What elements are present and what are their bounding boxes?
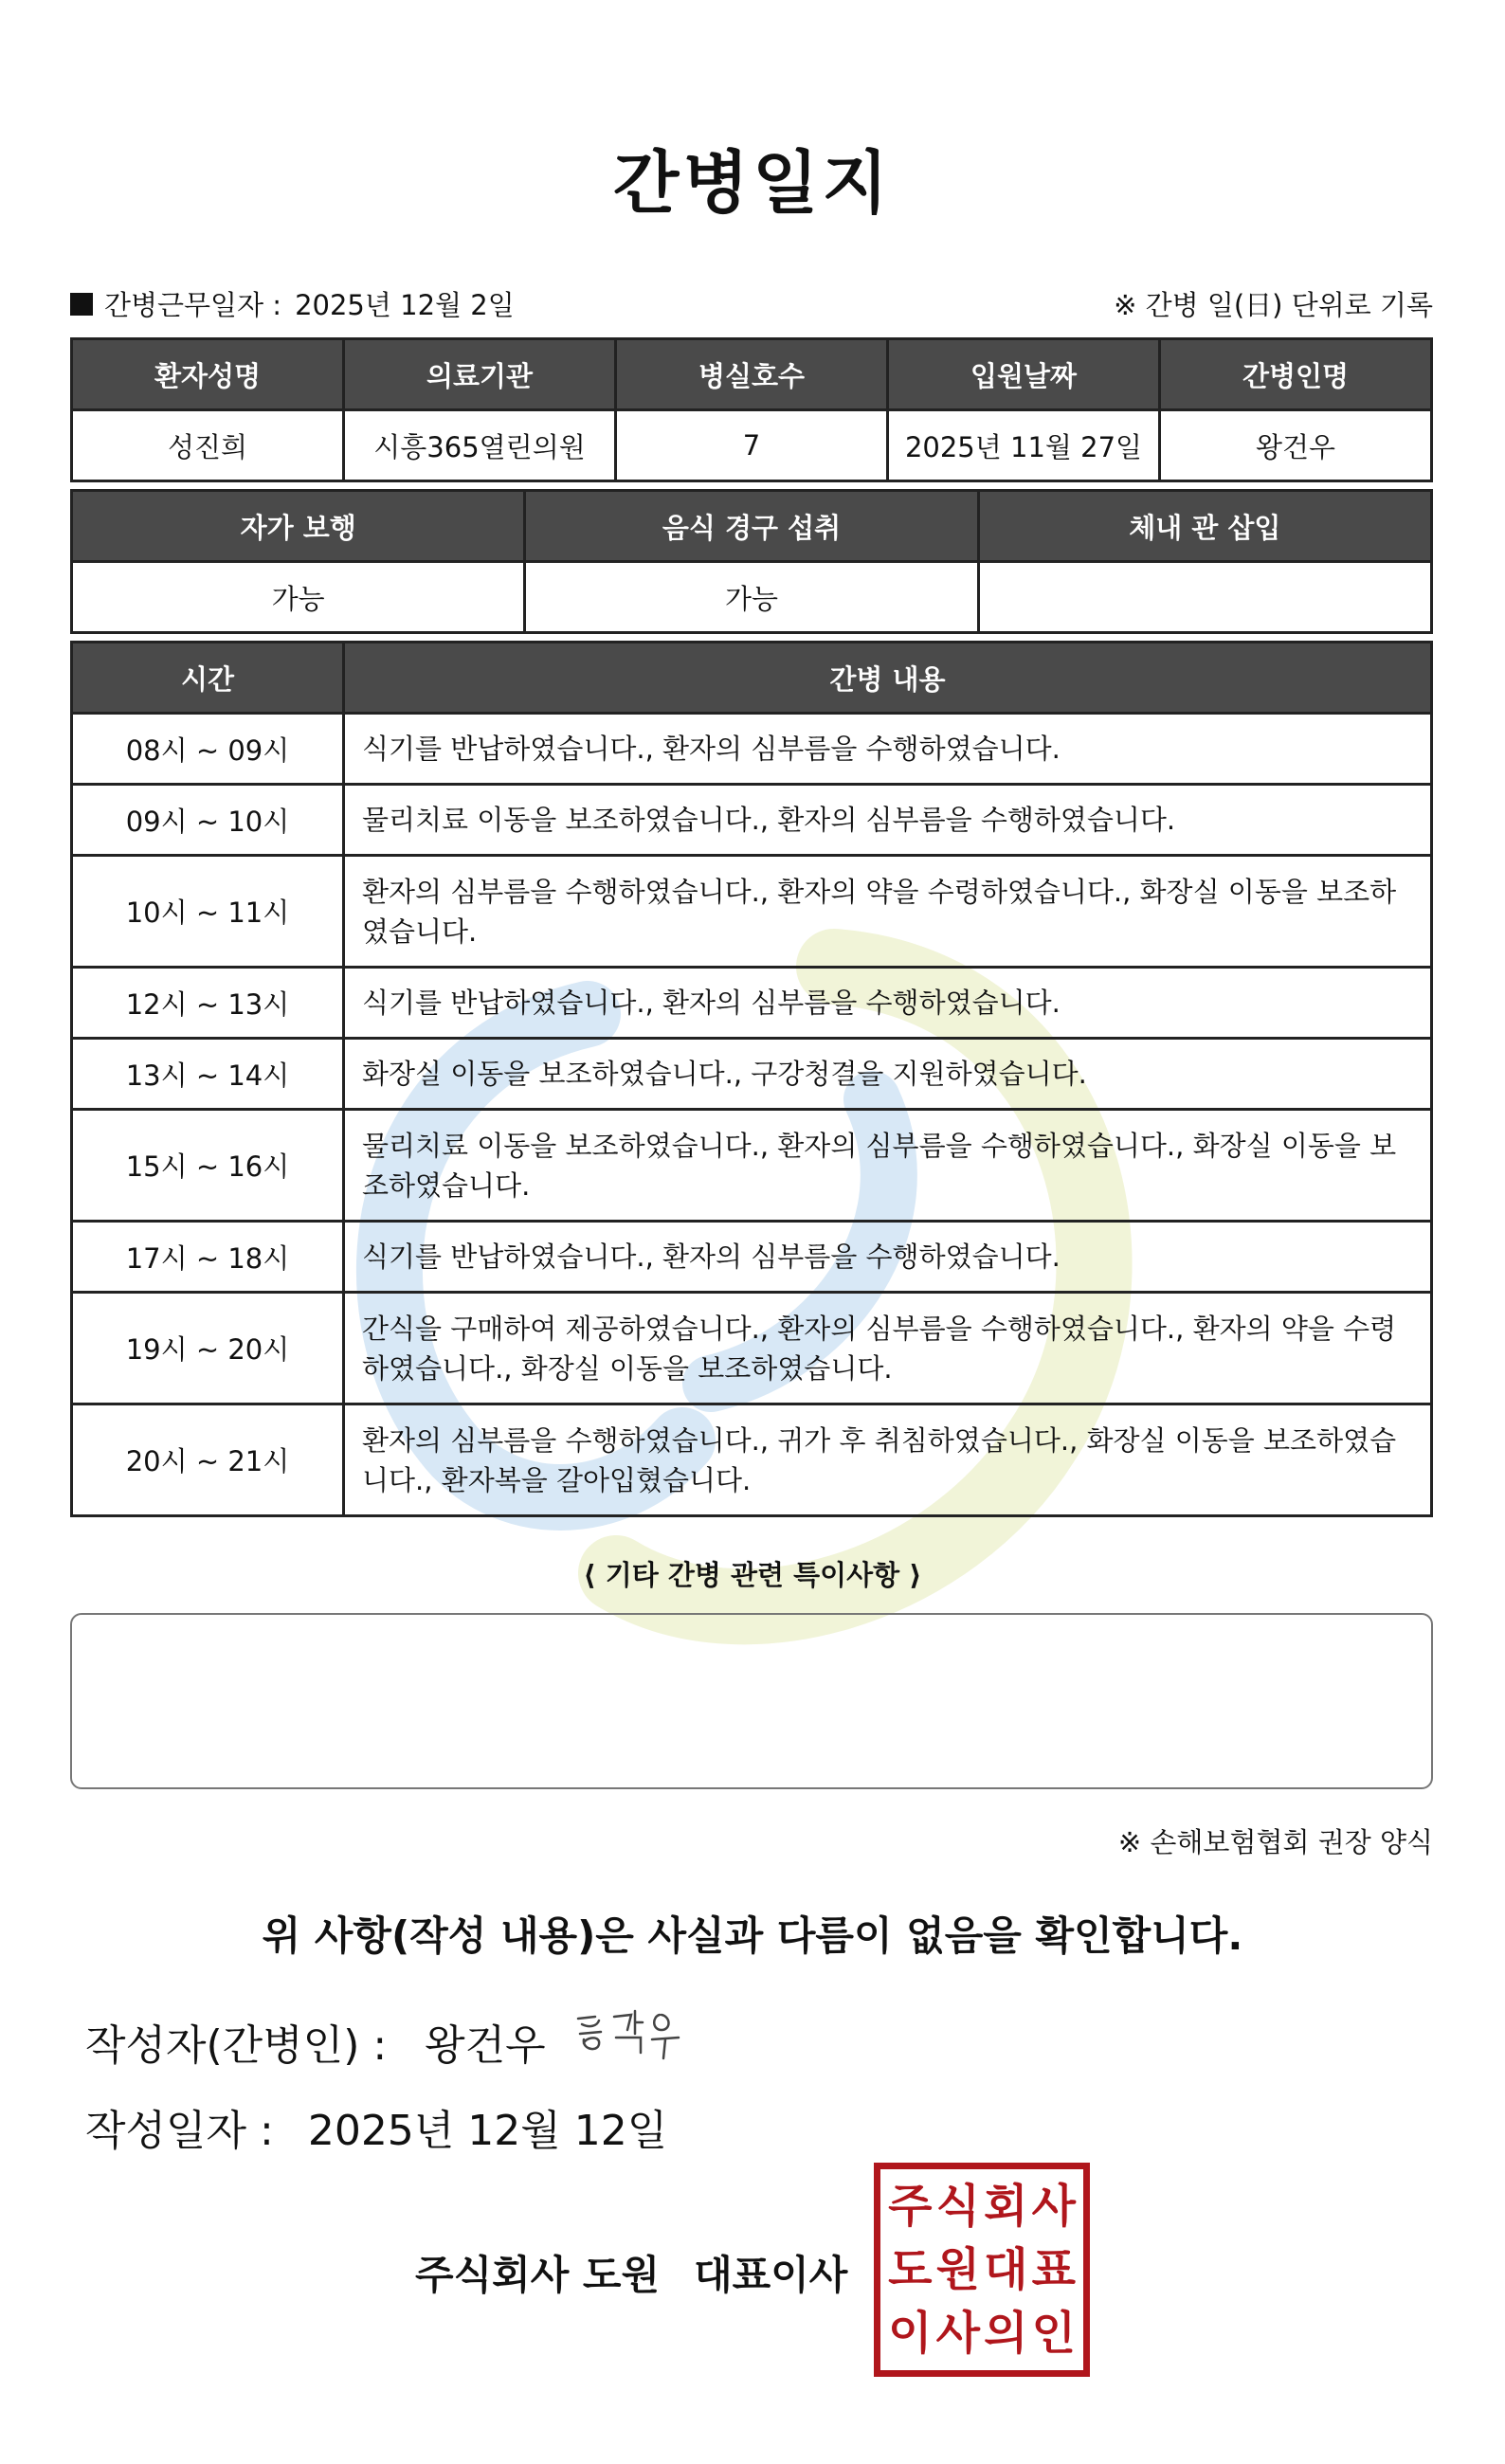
work-date-value: 2025년 12월 2일 [295, 289, 515, 321]
header-admission-date: 입원날짜 [888, 339, 1160, 410]
writer-label: 작성자(간병인) : [85, 2021, 388, 2070]
log-time: 20시 ~ 21시 [72, 1404, 344, 1516]
writer-line [85, 2011, 546, 2072]
walking-status: 가능 [72, 562, 525, 633]
seal-character: 회 [984, 2180, 1028, 2234]
log-time: 10시 ~ 11시 [72, 856, 344, 968]
log-content: 식기를 반납하였습니다., 환자의 심부름을 수행하였습니다. [344, 714, 1432, 785]
caregiver-name: 왕건우 [1160, 410, 1432, 481]
seal-character: 도 [888, 2242, 933, 2296]
seal-character: 의 [984, 2306, 1028, 2360]
recommended-form-note: ※ 손해보험협회 권장 양식 [1117, 1826, 1433, 1858]
patient-name: 성진희 [72, 410, 344, 481]
header-oral-intake: 음식 경구 섭취 [525, 491, 978, 562]
seal-character: 인 [1031, 2306, 1076, 2360]
log-time: 08시 ~ 09시 [72, 714, 344, 785]
log-time: 15시 ~ 16시 [72, 1110, 344, 1222]
seal-character: 원 [935, 2242, 980, 2296]
admission-date: 2025년 11월 27일 [888, 410, 1160, 481]
table-row [72, 785, 1432, 856]
page-title: 간병일지 [612, 143, 893, 223]
log-time: 13시 ~ 14시 [72, 1039, 344, 1110]
written-date: 2025년 12월 12일 [307, 2107, 668, 2155]
log-content: 식기를 반납하였습니다., 환자의 심부름을 수행하였습니다. [344, 1222, 1432, 1293]
seal-character: 사 [1031, 2180, 1076, 2234]
log-content: 식기를 반납하였습니다., 환자의 심부름을 수행하였습니다. [344, 968, 1432, 1039]
signature-image [569, 2002, 701, 2068]
table-row [72, 1110, 1432, 1222]
log-time: 09시 ~ 10시 [72, 785, 344, 856]
table-row [72, 1039, 1432, 1110]
header-institution: 의료기관 [344, 339, 616, 410]
notes-box [70, 1613, 1433, 1789]
patient-status-table [70, 489, 1433, 634]
log-content: 물리치료 이동을 보조하였습니다., 환자의 심부름을 수행하였습니다., 화장실 이동을 보조하였습니다. [344, 1110, 1432, 1222]
confirmation-statement: 위 사항(작성 내용)은 사실과 다름이 없음을 확인합니다. [262, 1912, 1243, 1959]
seal-character: 식 [935, 2180, 980, 2234]
seal-character: 대 [984, 2242, 1028, 2296]
header-walking: 자가 보행 [72, 491, 525, 562]
log-content: 환자의 심부름을 수행하였습니다., 환자의 약을 수령하였습니다., 화장실 이동을 보조하였습니다. [344, 856, 1432, 968]
record-note: ※ 간병 일(日) 단위로 기록 [1114, 289, 1433, 321]
table-row [72, 1222, 1432, 1293]
log-time: 17시 ~ 18시 [72, 1222, 344, 1293]
log-content: 환자의 심부름을 수행하였습니다., 귀가 후 취침하였습니다., 화장실 이동을 보조하였습니다., 환자복을 갈아입혔습니다. [344, 1404, 1432, 1516]
oral-intake-status: 가능 [525, 562, 978, 633]
square-bullet-icon [70, 293, 93, 316]
table-row [72, 1293, 1432, 1404]
log-content: 물리치료 이동을 보조하였습니다., 환자의 심부름을 수행하였습니다. [344, 785, 1432, 856]
header-room: 병실호수 [616, 339, 888, 410]
writer-name: 왕건우 [425, 2021, 546, 2070]
header-caregiver: 간병인명 [1160, 339, 1432, 410]
tube-insertion-status [978, 562, 1431, 633]
seal-character: 사 [935, 2306, 980, 2360]
log-time: 12시 ~ 13시 [72, 968, 344, 1039]
table-row [72, 714, 1432, 785]
ceo-label: 대표이사 [694, 2252, 848, 2298]
header-patient-name: 환자성명 [72, 339, 344, 410]
care-log-table [70, 641, 1433, 1517]
seal-character: 이 [888, 2306, 933, 2360]
room-number: 7 [616, 410, 888, 481]
log-content: 간식을 구매하여 제공하였습니다., 환자의 심부름을 수행하였습니다., 환자의 약을 수령하였습니다., 화장실 이동을 보조하였습니다. [344, 1293, 1432, 1404]
written-date-label: 작성일자 : [85, 2107, 274, 2155]
written-date-line [85, 2096, 667, 2157]
work-date-label: 간병근무일자 : [104, 289, 282, 321]
work-date [70, 284, 515, 323]
log-content: 화장실 이동을 보조하였습니다., 구강청결을 지원하였습니다. [344, 1039, 1432, 1110]
patient-info-table [70, 337, 1433, 482]
seal-character: 표 [1031, 2242, 1076, 2296]
table-row [72, 968, 1432, 1039]
seal-character: 주 [888, 2180, 933, 2234]
company-line [415, 2244, 847, 2301]
header-tube-insertion: 체내 관 삽입 [978, 491, 1431, 562]
company-seal [874, 2163, 1090, 2377]
table-row [72, 856, 1432, 968]
header-time: 시간 [72, 643, 344, 714]
table-row [72, 1404, 1432, 1516]
company-name: 주식회사 도원 [415, 2252, 661, 2298]
log-time: 19시 ~ 20시 [72, 1293, 344, 1404]
institution: 시흥365열린의원 [344, 410, 616, 481]
notes-title: ⟨ 기타 간병 관련 특이사항 ⟩ [583, 1559, 922, 1591]
header-care-content: 간병 내용 [344, 643, 1432, 714]
